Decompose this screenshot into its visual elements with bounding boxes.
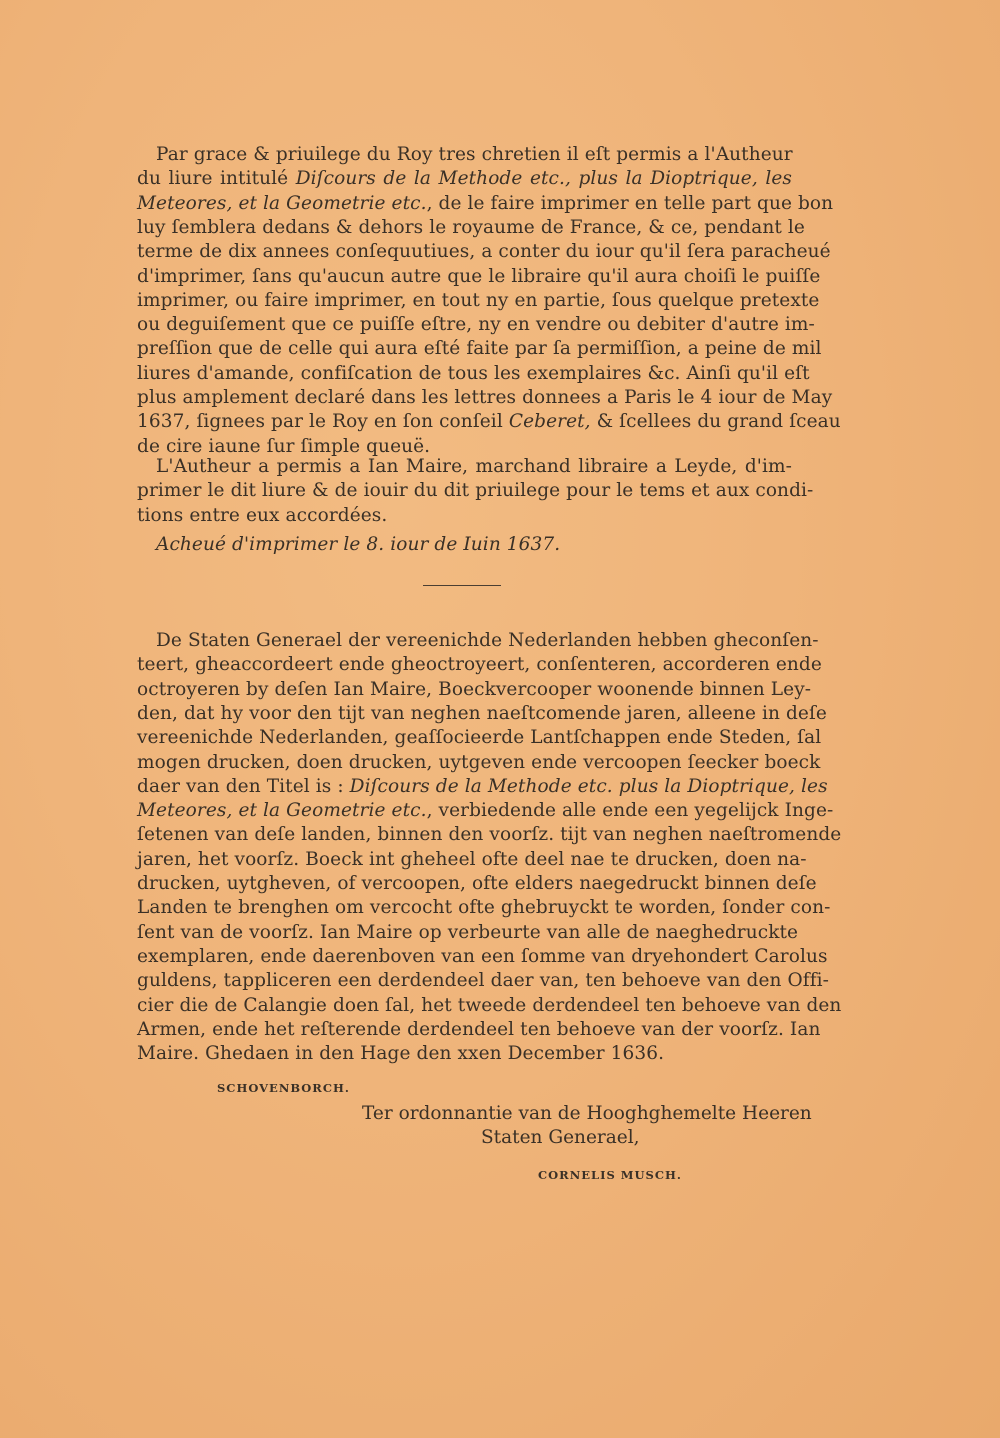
text-line: [156, 455, 792, 479]
text-line: [137, 702, 827, 726]
line-text: De Staten Generael der vereenichde Nederlanden hebben gheconſen-: [156, 630, 819, 651]
italic-title: Diſcours de la Methode etc., plus la Dioptrique, les: [295, 168, 792, 190]
line-text: ſent van de voorſz. Ian Maire op verbeurte van alle de naeghedruckte: [137, 921, 799, 943]
line-text: 1637, ſignees par le Roy en ſon conſeil: [137, 411, 509, 433]
line-text: daer van den Titel is :: [137, 775, 350, 797]
text-line: [137, 1042, 792, 1066]
line-text: drucken, uytgheven, of vercoopen, ofte elders naegedruckt binnen deſe: [137, 873, 817, 894]
line-text: du liure intitulé: [137, 168, 296, 190]
text-line: [137, 386, 833, 410]
italic-title: Meteores, et la Geometrie etc.: [137, 800, 427, 822]
line-text: teert, gheaccordeert ende gheoctroyeert, conſenteren, accorderen ende: [137, 654, 822, 676]
line-text: L'Autheur a permis a Ian Maire, marchand libraire a Leyde, d'im-: [156, 456, 792, 477]
text-line: [137, 799, 834, 823]
text-line: [137, 872, 817, 896]
line-text: Armen, ende het reſterende derdendeel ten behoeve van der voorſz. Ian: [137, 1018, 821, 1040]
text-line: [137, 945, 828, 969]
line-text: , de le faire imprimer en telle part que bon: [426, 192, 834, 214]
line-text: terme de dix annees conſequutiues, a conter du iour qu'il ſera paracheué: [137, 241, 831, 263]
line-text: & ſcellees du grand ſceau: [590, 411, 841, 433]
acheve-line: Acheué d'imprimer le 8. iour de Iuin 1637.: [156, 534, 561, 555]
line-text: luy ſemblera dedans & dehors le royaume de France, & ce, pendant le: [137, 216, 805, 238]
line-text: octroyeren by deſen Ian Maire, Boeckvercooper woonende binnen Ley-: [137, 678, 812, 700]
text-line: [137, 504, 792, 528]
line-text: exemplaren, ende daerenboven van een ſomme van dryehondert Carolus: [137, 945, 828, 967]
text-line: [137, 848, 807, 872]
text-line: [156, 143, 792, 167]
text-line: [137, 994, 842, 1018]
text-line: [137, 192, 834, 216]
text-line: [137, 751, 821, 775]
text-line: [137, 240, 831, 264]
text-line: [137, 289, 820, 313]
order-line-2: Staten Generael,: [481, 1127, 640, 1148]
line-text: primer le dit liure & de iouir du dit priuilege pour le tems et aux condi-: [137, 480, 814, 502]
text-line: [137, 653, 822, 677]
line-text: Landen te brenghen om vercocht ofte ghebruyckt te worden, ſonder con-: [137, 897, 831, 919]
line-text: , verbiedende alle ende een yegelijck Inge-: [426, 800, 834, 822]
text-line: [137, 337, 822, 361]
line-text: mogen drucken, doen drucken, uytgeven ende vercoopen ſeecker boeck: [137, 751, 821, 773]
text-line: [137, 313, 815, 337]
line-text: tions entre eux accordées.: [137, 504, 388, 526]
line-text: vereenichde Nederlanden, geaſſocieerde Lantſchappen ende Steden, ſal: [137, 727, 822, 749]
line-text: preſſion que de celle qui aura eſté faite par ſa permiſſion, a peine de mil: [137, 338, 822, 360]
text-line: [137, 216, 805, 240]
line-text: plus amplement declaré dans les lettres donnees a Paris le 4 iour de May: [137, 387, 833, 408]
italic-title: Diſcours de la Methode etc. plus la Dioptrique, les: [349, 775, 828, 797]
order-line-1: Ter ordonnantie van de Hooghghemelte Heeren: [362, 1103, 812, 1124]
text-line: [137, 265, 821, 289]
text-line: [137, 726, 822, 750]
line-text: den, dat hy voor den tijt van neghen naeſtcomende jaren, alleene in deſe: [137, 702, 827, 724]
signatory-cornelis-musch: CORNELIS MUSCH.: [538, 1168, 682, 1182]
text-line: [137, 921, 799, 945]
text-line: [137, 410, 841, 434]
line-text: Par grace & priuilege du Roy tres chretien il eſt permis a l'Autheur: [156, 144, 793, 165]
text-line: [137, 678, 812, 702]
italic-title: Ceberet,: [508, 411, 591, 433]
line-text: ou deguiſement que ce puiſſe eſtre, ny en vendre ou debiter d'autre im-: [137, 314, 815, 336]
section-divider: [423, 585, 501, 586]
line-text: Maire. Ghedaen in den Hage den xxen December 1636.: [137, 1043, 665, 1065]
line-text: jaren, het voorſz. Boeck int gheheel ofte deel nae te drucken, doen na-: [137, 848, 807, 870]
text-line: [137, 896, 831, 920]
line-text: d'imprimer, ſans qu'aucun autre que le libraire qu'il aura choiſi le puiſſe: [137, 265, 821, 287]
line-text: ſetenen van deſe landen, binnen den voorſz. tijt van neghen naeſtromende: [137, 824, 842, 846]
line-text: imprimer, ou faire imprimer, en tout ny en partie, ſous quelque pretexte: [137, 289, 820, 311]
line-text: guldens, tappliceren een derdendeel daer van, ten behoeve van den Offi-: [137, 970, 830, 992]
text-line: [137, 969, 830, 993]
line-text: liures d'amande, confiſcation de tous les exemplaires &c. Ainſi qu'il eſt: [137, 362, 810, 384]
text-line: [137, 479, 814, 503]
text-line: [137, 823, 842, 847]
text-line: [137, 1018, 821, 1042]
italic-title: Meteores, et la Geometrie etc.: [137, 192, 427, 214]
text-line: [137, 775, 828, 799]
line-text: de cire iaune ſur ſimple queuë.: [137, 435, 431, 457]
text-line: [137, 167, 792, 191]
line-text: cier die de Calangie doen ſal, het tweede derdendeel ten behoeve van den: [137, 994, 842, 1016]
signatory-schovenborch: SCHOVENBORCH.: [217, 1081, 350, 1095]
text-line: [156, 629, 819, 653]
text-line: [137, 362, 810, 386]
